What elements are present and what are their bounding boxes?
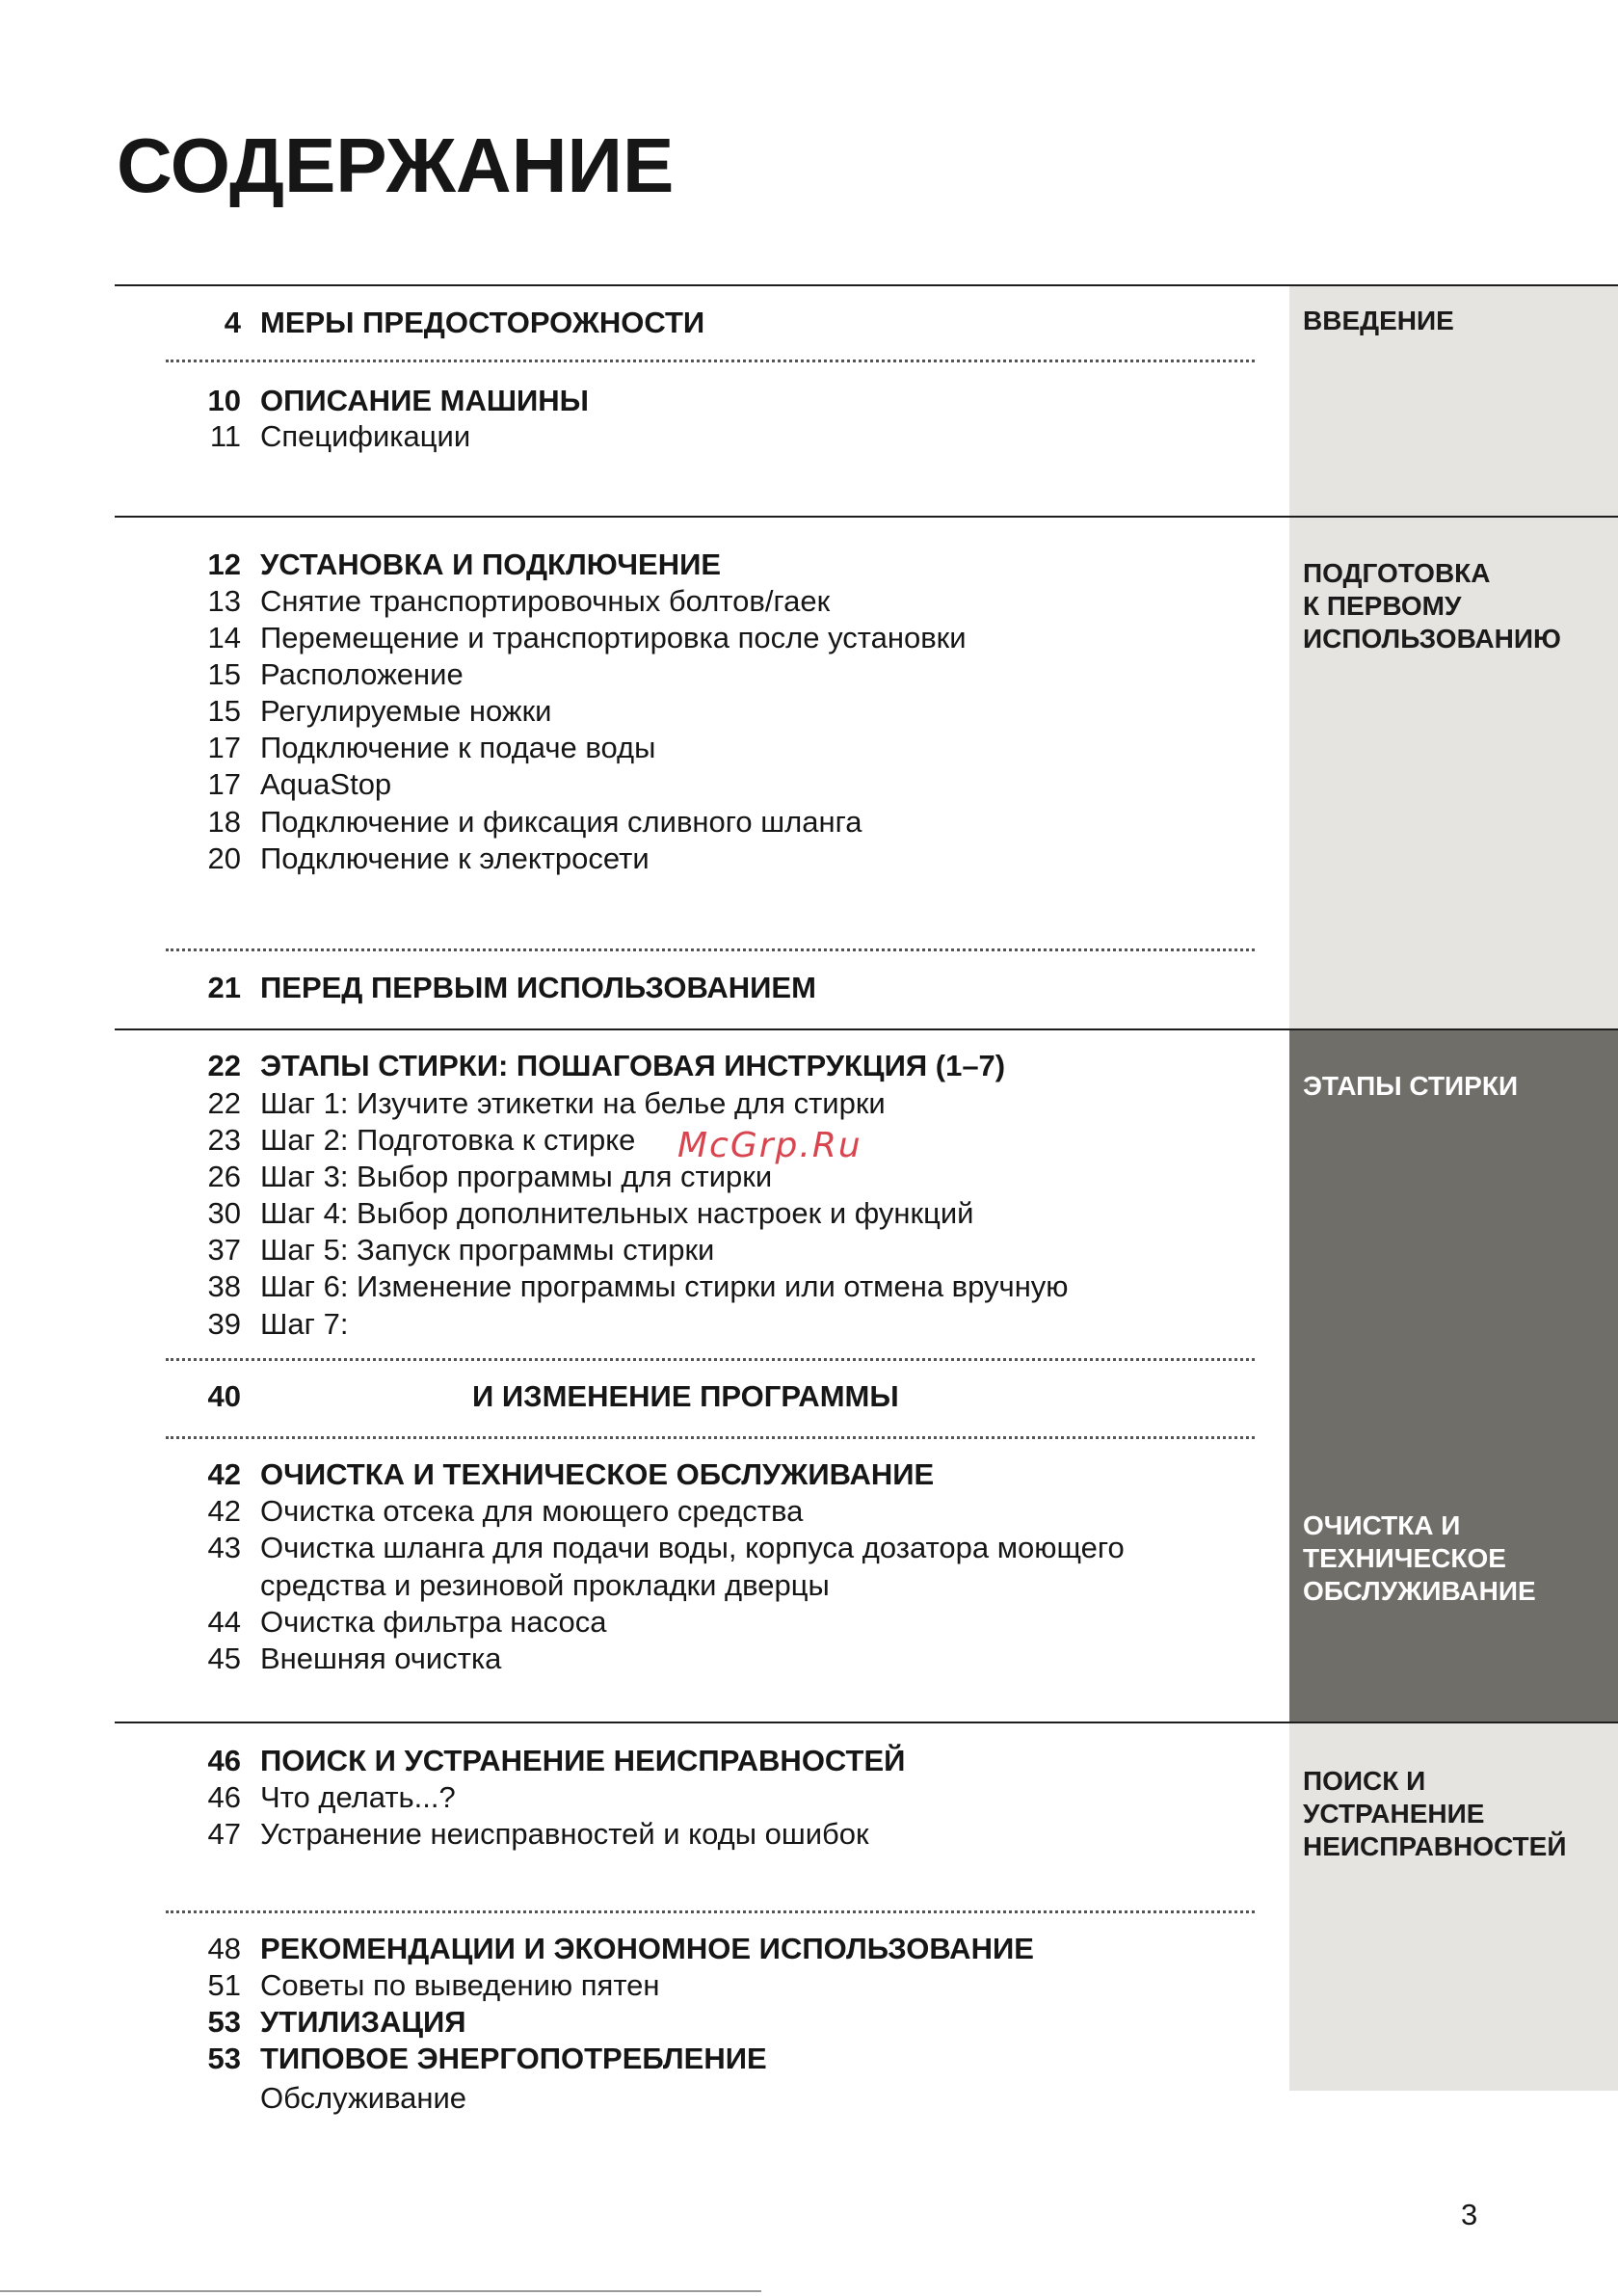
toc-page-number: 39 xyxy=(207,1307,241,1341)
toc-entry-title: Шаг 1: Изучите этикетки на белье для стирки xyxy=(260,1086,886,1120)
toc-entry-title: Шаг 2: Подготовка к стирке xyxy=(260,1123,636,1157)
toc-entry[interactable] xyxy=(193,766,391,803)
toc-entry-title: Советы по выведению пятен xyxy=(260,1968,660,2002)
toc-entry-title: Снятие транспортировочных болтов/гаек xyxy=(260,584,831,618)
toc-entry[interactable] xyxy=(193,1493,803,1530)
toc-entry-title: ЭТАПЫ СТИРКИ: ПОШАГОВАЯ ИНСТРУКЦИЯ (1–7) xyxy=(260,1049,1006,1082)
toc-page-number: 48 xyxy=(207,1932,241,1965)
toc-entry[interactable] xyxy=(193,1306,348,1343)
toc-entry-title: РЕКОМЕНДАЦИИ И ЭКОНОМНОЕ ИСПОЛЬЗОВАНИЕ xyxy=(260,1932,1034,1965)
toc-entry[interactable] xyxy=(193,1232,714,1268)
toc-entry-title: УТИЛИЗАЦИЯ xyxy=(260,2005,466,2039)
toc-page-number: 23 xyxy=(207,1123,241,1157)
toc-entry[interactable] xyxy=(193,730,655,766)
toc-entry[interactable] xyxy=(193,1048,1005,1084)
toc-page-number: 53 xyxy=(207,2005,241,2039)
toc-entry-title: И ИЗМЕНЕНИЕ ПРОГРАММЫ xyxy=(472,1379,899,1413)
watermark-text: McGrp.Ru xyxy=(677,1126,862,1165)
toc-entry-title: Перемещение и транспортировка после установки xyxy=(260,621,967,654)
toc-entry-title: Очистка фильтра насоса xyxy=(260,1605,607,1639)
toc-page-number: 30 xyxy=(207,1196,241,1230)
section-divider xyxy=(115,1028,1618,1030)
dotted-divider xyxy=(166,1910,1255,1913)
page-number: 3 xyxy=(1461,2198,1478,2231)
section-divider xyxy=(115,1722,1618,1723)
section-label-washing: ЭТАПЫ СТИРКИ xyxy=(1303,1071,1519,1101)
toc-entry[interactable] xyxy=(193,804,862,841)
toc-page-number: 40 xyxy=(207,1379,241,1413)
toc-page-number: 10 xyxy=(207,384,241,417)
toc-entry[interactable] xyxy=(193,418,470,455)
toc-page-number: 38 xyxy=(207,1269,241,1303)
toc-page-number: 21 xyxy=(207,971,241,1004)
toc-page-number: 14 xyxy=(207,621,241,654)
toc-entry[interactable] xyxy=(193,1641,501,1677)
toc-entry[interactable] xyxy=(193,620,967,656)
toc-entry[interactable] xyxy=(193,1122,635,1159)
toc-entry-title: Подключение и фиксация сливного шланга xyxy=(260,805,862,839)
dotted-divider xyxy=(166,948,1255,951)
toc-entry[interactable] xyxy=(193,1779,456,1816)
toc-entry-title: Шаг 6: Изменение программы стирки или отмена вручную xyxy=(260,1269,1069,1303)
toc-entry-title: Шаг 3: Выбор программы для стирки xyxy=(260,1160,773,1193)
toc-entry[interactable] xyxy=(193,1816,869,1853)
toc-entry[interactable] xyxy=(193,693,551,730)
toc-entry[interactable] xyxy=(193,547,721,583)
toc-page-number: 37 xyxy=(207,1233,241,1267)
toc-page-number: 22 xyxy=(207,1086,241,1120)
toc-entry-title: Устранение неисправностей и коды ошибок xyxy=(260,1817,869,1851)
toc-entry[interactable] xyxy=(193,2004,466,2041)
toc-page-number: 44 xyxy=(207,1605,241,1639)
toc-page-number: 17 xyxy=(207,731,241,764)
toc-page-number: 53 xyxy=(207,2042,241,2075)
toc-entry[interactable] xyxy=(193,1931,1034,1967)
toc-entry-title: Что делать...? xyxy=(260,1780,456,1814)
toc-page-number: 22 xyxy=(207,1049,241,1082)
toc-entry-title: Шаг 4: Выбор дополнительных настроек и функций xyxy=(260,1196,974,1230)
toc-entry-title: Внешняя очистка xyxy=(260,1642,502,1675)
footer-divider xyxy=(0,2290,761,2292)
toc-page-number: 43 xyxy=(207,1531,241,1564)
toc-page-number: 42 xyxy=(207,1457,241,1491)
toc-entry[interactable] xyxy=(193,1604,607,1641)
toc-entry-title: УСТАНОВКА И ПОДКЛЮЧЕНИЕ xyxy=(260,547,722,581)
dotted-divider xyxy=(166,1358,1255,1361)
toc-entry-title: AquaStop xyxy=(260,767,392,801)
toc-entry[interactable] xyxy=(193,1967,660,2004)
section-divider xyxy=(115,284,1618,286)
toc-entry-title: Подключение к электросети xyxy=(260,841,650,875)
dotted-divider xyxy=(166,360,1255,362)
toc-entry[interactable] xyxy=(193,841,650,877)
toc-entry[interactable] xyxy=(193,1378,899,1415)
toc-entry-title: Шаг 7: xyxy=(260,1307,349,1341)
toc-entry[interactable] xyxy=(193,1085,886,1122)
toc-entry[interactable] xyxy=(193,1743,905,1779)
toc-page-number: 17 xyxy=(207,767,241,801)
toc-entry-title: ОЧИСТКА И ТЕХНИЧЕСКОЕ ОБСЛУЖИВАНИЕ xyxy=(260,1457,935,1491)
dotted-divider xyxy=(166,1436,1255,1439)
toc-entry[interactable] xyxy=(193,656,464,693)
toc-entry[interactable] xyxy=(193,583,830,620)
toc-entry[interactable] xyxy=(193,1530,1125,1566)
toc-entry-continuation: Обслуживание xyxy=(260,2081,467,2115)
toc-page-number: 46 xyxy=(207,1744,241,1777)
section-divider xyxy=(115,516,1618,518)
toc-page-number: 13 xyxy=(207,584,241,618)
toc-page-number: 4 xyxy=(224,306,241,339)
toc-entry-title: ОПИСАНИЕ МАШИНЫ xyxy=(260,384,590,417)
section-band-washing xyxy=(1289,1029,1618,1722)
toc-entry[interactable] xyxy=(193,1268,1069,1305)
toc-entry-title: МЕРЫ ПРЕДОСТОРОЖНОСТИ xyxy=(260,306,705,339)
toc-page-number: 45 xyxy=(207,1642,241,1675)
section-label-intro: ВВЕДЕНИЕ xyxy=(1303,306,1454,335)
toc-entry-title: Спецификации xyxy=(260,419,471,453)
toc-entry[interactable] xyxy=(193,1195,973,1232)
toc-page-number: 51 xyxy=(207,1968,241,2002)
toc-page-number: 12 xyxy=(207,547,241,581)
section-label-preparation: ПОДГОТОВКА К ПЕРВОМУ ИСПОЛЬЗОВАНИЮ xyxy=(1303,558,1561,654)
toc-page-number: 20 xyxy=(207,841,241,875)
toc-entry-title: Регулируемые ножки xyxy=(260,694,552,728)
page-title: СОДЕРЖАНИЕ xyxy=(117,122,675,208)
toc-page-number: 46 xyxy=(207,1780,241,1814)
toc-entry-title: Шаг 5: Запуск программы стирки xyxy=(260,1233,715,1267)
toc-entry-title: Подключение к подаче воды xyxy=(260,731,656,764)
section-label-cleaning: ОЧИСТКА И ТЕХНИЧЕСКОЕ ОБСЛУЖИВАНИЕ xyxy=(1303,1510,1536,1606)
toc-entry[interactable] xyxy=(193,2041,767,2077)
toc-page-number: 15 xyxy=(207,694,241,728)
toc-entry-title: Очистка отсека для моющего средства xyxy=(260,1494,804,1528)
toc-page-number: 15 xyxy=(207,657,241,691)
toc-page-number: 42 xyxy=(207,1494,241,1528)
toc-entry-title: ПОИСК И УСТРАНЕНИЕ НЕИСПРАВНОСТЕЙ xyxy=(260,1744,906,1777)
section-label-troubleshooting: ПОИСК И УСТРАНЕНИЕ НЕИСПРАВНОСТЕЙ xyxy=(1303,1766,1567,1861)
toc-entry[interactable] xyxy=(193,970,816,1006)
toc-entry-title: Очистка шланга для подачи воды, корпуса дозатора моющего xyxy=(260,1531,1125,1564)
toc-page-number: 47 xyxy=(207,1817,241,1851)
toc-entry[interactable] xyxy=(193,1456,934,1493)
toc-page-number: 11 xyxy=(209,419,241,453)
toc-entry[interactable] xyxy=(193,305,704,341)
toc-entry-title: Расположение xyxy=(260,657,464,691)
toc-entry-title: ПЕРЕД ПЕРВЫМ ИСПОЛЬЗОВАНИЕМ xyxy=(260,971,816,1004)
toc-entry-continuation: средства и резиновой прокладки дверцы xyxy=(260,1568,830,1602)
toc-page-number: 26 xyxy=(207,1160,241,1193)
toc-entry-title: ТИПОВОЕ ЭНЕРГОПОТРЕБЛЕНИЕ xyxy=(260,2042,767,2075)
toc-page-number: 18 xyxy=(207,805,241,839)
toc-entry[interactable] xyxy=(193,383,589,419)
